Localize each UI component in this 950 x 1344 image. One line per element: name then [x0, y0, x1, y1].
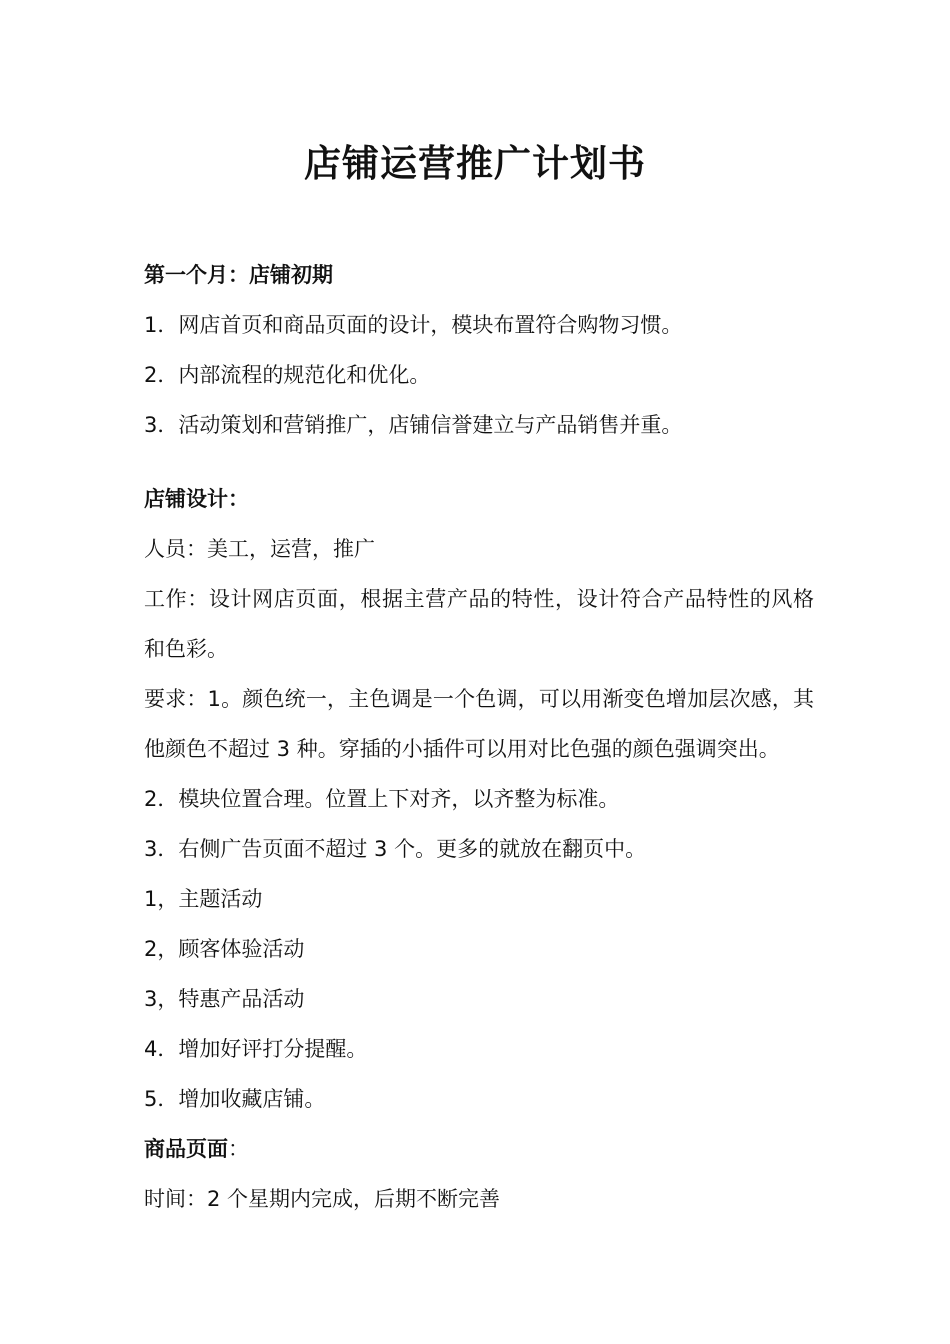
list-item: 2，顾客体验活动: [144, 937, 305, 961]
document-title: 店铺运营推广计划书: [304, 142, 646, 185]
list-item: 1，主题活动: [144, 887, 263, 911]
staff-line: 人员：美工，运营，推广: [144, 537, 375, 561]
section-spacer: [144, 450, 814, 474]
requirement-paragraph: 要求：1。颜色统一，主色调是一个色调，可以用渐变色增加层次感，其他颜色不超过 3 种。穿插的小插件可以用对比色强的颜色强调突出。: [144, 687, 814, 761]
list-item: 2．内部流程的规范化和优化。: [144, 363, 431, 387]
product-page-heading-colon: ：: [228, 1137, 249, 1161]
time-line: 时间：2 个星期内完成，后期不断完善: [144, 1187, 501, 1211]
list-item: 2．模块位置合理。位置上下对齐，以齐整为标准。: [144, 787, 620, 811]
list-item: 3．活动策划和营销推广，店铺信誉建立与产品销售并重。: [144, 413, 683, 437]
list-item: 1．网店首页和商品页面的设计，模块布置符合购物习惯。: [144, 313, 683, 337]
list-item: 5．增加收藏店铺。: [144, 1087, 326, 1111]
section-heading-store-design: 店铺设计：: [144, 487, 249, 511]
product-page-heading-label: 商品页面: [144, 1137, 228, 1161]
list-item: 3，特惠产品活动: [144, 987, 305, 1011]
work-paragraph: 工作：设计网店页面，根据主营产品的特性，设计符合产品特性的风格和色彩。: [144, 587, 814, 661]
section-heading-product-page: [144, 1124, 814, 1174]
document-body: [144, 250, 814, 1224]
list-item: 4．增加好评打分提醒。: [144, 1037, 368, 1061]
list-item: 3．右侧广告页面不超过 3 个。更多的就放在翻页中。: [144, 837, 647, 861]
section-heading-first-month: 第一个月：店铺初期: [144, 263, 333, 287]
